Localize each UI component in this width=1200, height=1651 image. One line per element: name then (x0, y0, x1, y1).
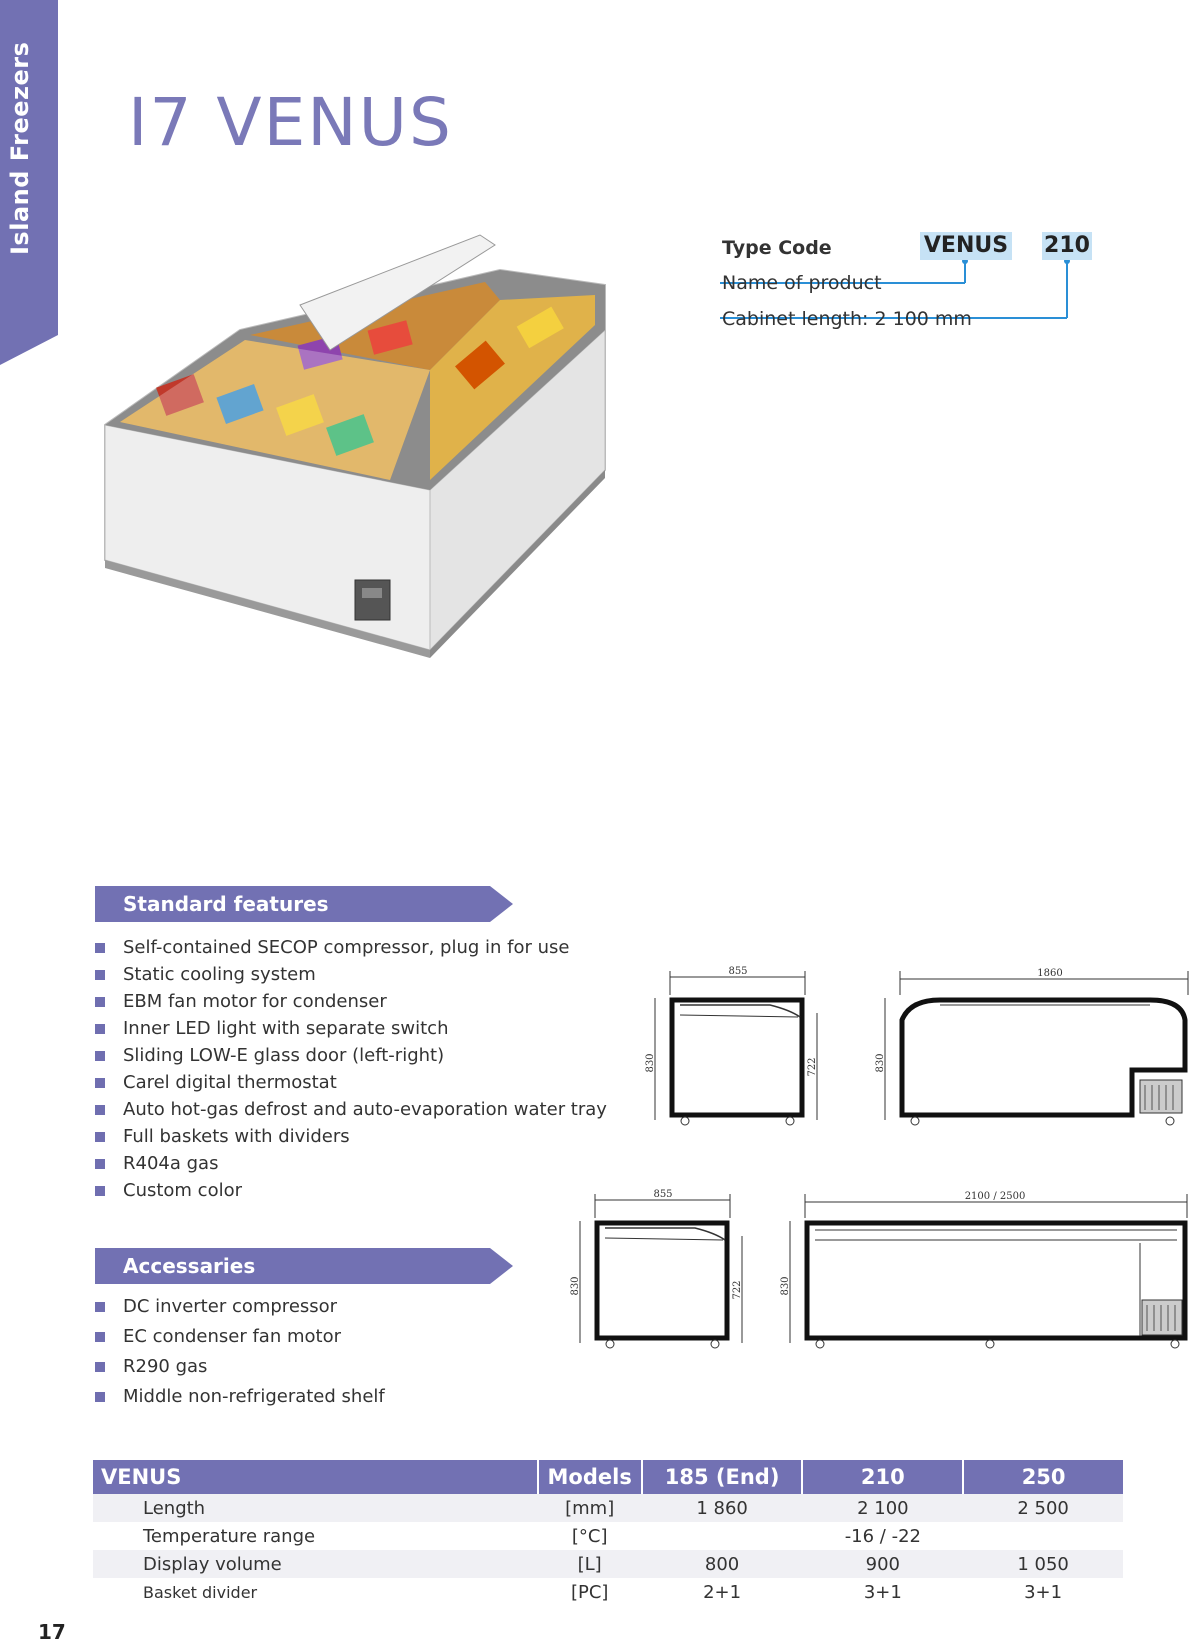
table-header-model-3: 250 (963, 1460, 1123, 1494)
table-header-model-1: 185 (End) (642, 1460, 803, 1494)
row-unit: [mm] (538, 1494, 642, 1522)
table-row (93, 1550, 1123, 1578)
row-label: Display volume (93, 1550, 538, 1578)
list-item: Middle non-refrigerated shelf (95, 1382, 385, 1412)
specs-table (93, 1460, 1123, 1606)
bullet-square (95, 1159, 105, 1169)
list-item: Self-contained SECOP compressor, plug in for use (95, 934, 607, 961)
list-item: EBM fan motor for condenser (95, 988, 607, 1015)
standard-features-banner (95, 886, 515, 922)
dim-height-label: 830 (780, 1276, 791, 1296)
standard-features-heading: Standard features (123, 892, 329, 916)
table-header-row (93, 1460, 1123, 1494)
row-value: 2+1 (642, 1578, 803, 1606)
row-value (963, 1522, 1123, 1550)
table-row (93, 1522, 1123, 1550)
dim-width-label: 2100 / 2500 (964, 1191, 1026, 1202)
accessories-banner (95, 1248, 515, 1284)
list-item: Carel digital thermostat (95, 1069, 607, 1096)
bullet-square (95, 1051, 105, 1061)
drawing-top-side-view (640, 965, 830, 1139)
dim-inner-height-label: 722 (732, 1280, 743, 1300)
row-unit: [PC] (538, 1578, 642, 1606)
row-unit: [L] (538, 1550, 642, 1578)
bullet-square (95, 1078, 105, 1088)
bullet-square (95, 1024, 105, 1034)
list-item: R404a gas (95, 1150, 607, 1177)
list-item: Static cooling system (95, 961, 607, 988)
bullet-square (95, 1186, 105, 1196)
standard-features-list (95, 934, 607, 1204)
bullet-square (95, 1302, 105, 1312)
drawing-bottom-front-view (775, 1188, 1195, 1362)
row-label: Temperature range (93, 1522, 538, 1550)
side-tab (0, 0, 58, 385)
list-item: Inner LED light with separate switch (95, 1015, 607, 1042)
bullet-square (95, 943, 105, 953)
dim-height-label: 830 (645, 1053, 656, 1073)
bullet-square (95, 997, 105, 1007)
type-code-name-box: VENUS (920, 232, 1012, 260)
list-item: R290 gas (95, 1352, 385, 1382)
row-value: 2 500 (963, 1494, 1123, 1522)
list-item: DC inverter compressor (95, 1292, 385, 1322)
type-code-name-line: Name of product (722, 272, 882, 294)
bullet-square (95, 1332, 105, 1342)
list-item: Auto hot-gas defrost and auto-evaporation water tray (95, 1096, 607, 1123)
row-value (642, 1522, 803, 1550)
dim-height-label: 830 (570, 1276, 581, 1296)
row-value: 900 (802, 1550, 963, 1578)
type-code-block (720, 230, 1140, 340)
row-value: 2 100 (802, 1494, 963, 1522)
row-value: -16 / -22 (802, 1522, 963, 1550)
row-value: 800 (642, 1550, 803, 1578)
dim-width-label: 1860 (1037, 968, 1063, 979)
bullet-square (95, 1105, 105, 1115)
row-value: 1 860 (642, 1494, 803, 1522)
row-label: Length (93, 1494, 538, 1522)
bullet-square (95, 1362, 105, 1372)
type-code-number-box: 210 (1042, 232, 1092, 260)
page-number: 17 (38, 1620, 66, 1644)
table-row (93, 1494, 1123, 1522)
drawing-top-front-view (870, 965, 1195, 1139)
row-value: 3+1 (963, 1578, 1123, 1606)
dim-width-label: 855 (728, 966, 748, 977)
bullet-square (95, 1392, 105, 1402)
row-unit: [°C] (538, 1522, 642, 1550)
dim-height-label: 830 (875, 1053, 886, 1073)
list-item: Custom color (95, 1177, 607, 1204)
row-value: 3+1 (802, 1578, 963, 1606)
dim-width-label: 855 (653, 1189, 673, 1200)
list-item: Full baskets with dividers (95, 1123, 607, 1150)
table-header-model-2: 210 (802, 1460, 963, 1494)
type-code-cabinet-line: Cabinet length: 2 100 mm (722, 308, 972, 330)
dim-inner-height-label: 722 (807, 1057, 818, 1077)
row-label: Basket divider (93, 1578, 538, 1606)
list-item: EC condenser fan motor (95, 1322, 385, 1352)
bullet-square (95, 1132, 105, 1142)
side-tab-label: Island Freezers (6, 41, 34, 255)
type-code-label: Type Code (722, 237, 832, 259)
table-row (93, 1578, 1123, 1606)
row-value: 1 050 (963, 1550, 1123, 1578)
bullet-square (95, 970, 105, 980)
accessories-heading: Accessaries (123, 1254, 256, 1278)
list-item: Sliding LOW-E glass door (left-right) (95, 1042, 607, 1069)
table-header-name: VENUS (93, 1460, 538, 1494)
drawing-bottom-side-view (565, 1188, 755, 1362)
accessories-list (95, 1292, 385, 1412)
product-photo (100, 230, 640, 690)
table-header-models: Models (538, 1460, 642, 1494)
page-title: I7 VENUS (128, 84, 453, 161)
